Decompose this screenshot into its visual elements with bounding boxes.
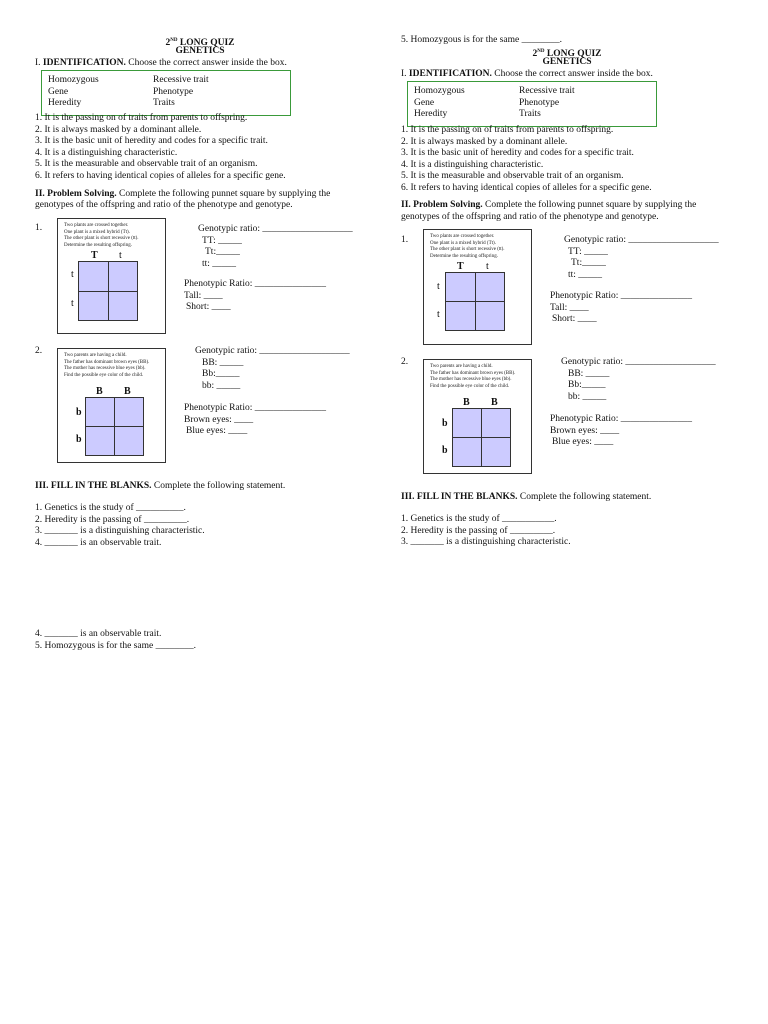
allele-side-2: b: [76, 434, 82, 445]
allele-side-1: t: [71, 269, 74, 280]
punnet-square: [452, 408, 511, 467]
problem-1-number: 1.: [35, 223, 43, 233]
section-fill-blanks-heading: III. FILL IN THE BLANKS. Complete the following statement.: [35, 481, 286, 491]
phenotypic-ratio-1: Phenotypic Ratio: _______________ Tall: ____ Short: ____: [184, 279, 326, 312]
genotypic-ratio-2: Genotypic ratio: ___________________ BB: _____ Bb:_____ bb: _____: [195, 346, 350, 391]
problem-2-number: 2.: [35, 346, 43, 356]
phenotypic-ratio-2: Phenotypic Ratio: _______________ Brown eyes: ____ Blue eyes: ____: [550, 414, 692, 447]
allele-top-1: T: [91, 250, 98, 261]
punnet-square: [78, 261, 138, 321]
genotypic-ratio-1: Genotypic ratio: ___________________ TT: _____ Tt:_____ tt: _____: [564, 235, 719, 280]
section-problem-heading: II. Problem Solving. Complete the following punnet square by supplying the: [401, 200, 697, 210]
identification-items: [35, 113, 286, 182]
list-item: 6. It refers to having identical copies of alleles for a specific gene.: [35, 170, 286, 181]
allele-top-2: t: [119, 250, 122, 261]
list-item: 5. Homozygous is for the same ________.: [35, 640, 196, 651]
list-item: 1. It is the passing on of traits from parents to offspring.: [35, 113, 248, 123]
word-bank-col2: Recessive trait Phenotype Traits: [519, 86, 575, 119]
list-item: 4. _______ is an observable trait.: [35, 537, 162, 548]
allele-top-2: B: [491, 397, 498, 408]
list-item: 4. It is a distinguishing characteristic.: [401, 159, 544, 170]
quiz-subtitle: GENETICS: [175, 46, 225, 56]
list-item: 6. It refers to having identical copies of alleles for a specific gene.: [401, 182, 652, 193]
identification-items: [401, 125, 652, 194]
quiz-subtitle: GENETICS: [542, 57, 592, 67]
problem-2-number: 2.: [401, 357, 409, 367]
allele-side-1: b: [442, 418, 448, 429]
list-item: 1. Genetics is the study of ___________.: [401, 514, 557, 524]
fill-blank-items: [35, 503, 205, 549]
allele-side-2: b: [442, 445, 448, 456]
allele-top-2: t: [486, 261, 489, 272]
list-item: 2. It is always masked by a dominant allele.: [35, 124, 202, 135]
word-bank-col2: Recessive trait Phenotype Traits: [153, 75, 209, 108]
problem-description: Two parents are having a child. The father has dominant brown eyes (BB). The mother has recessive blue eyes (bb). Find the possible eye color of the child.: [430, 364, 516, 389]
list-item: 3. _______ is a distinguishing characteristic.: [401, 537, 571, 547]
allele-top-2: B: [124, 386, 131, 397]
list-item: 5. It is the measurable and observable trait of an organism.: [35, 159, 258, 169]
problem-description: Two plants are crossed together. One plant is a mixed hybrid (Tt). The other plant is short recessive (tt). Determine the resulting offspring.: [64, 223, 139, 248]
punnet-square: [445, 272, 505, 331]
section-identification-heading: I. IDENTIFICATION. Choose the correct answer inside the box.: [35, 58, 287, 68]
allele-side-1: b: [76, 407, 82, 418]
fill-blank-items: [401, 514, 571, 549]
fill-blank-items-overflow: [35, 629, 196, 652]
list-item: 1. It is the passing on of traits from parents to offspring.: [401, 125, 614, 135]
list-item: 2. Heredity is the passing of _________.: [35, 514, 190, 525]
list-item: 2. It is always masked by a dominant allele.: [401, 136, 568, 147]
list-item: 3. It is the basic unit of heredity and codes for a specific trait.: [401, 148, 634, 158]
list-item: 1. Genetics is the study of __________.: [35, 503, 186, 513]
word-bank-col1: Homozygous Gene Heredity: [48, 75, 99, 108]
problem-1-number: 1.: [401, 235, 409, 245]
problem-description: Two parents are having a child. The father has dominant brown eyes (BB). The mother has recessive blue eyes (bb). Find the possible eye color of the child.: [64, 353, 150, 378]
section-fill-blanks-heading: III. FILL IN THE BLANKS. Complete the following statement.: [401, 492, 652, 502]
allele-side-2: t: [437, 309, 440, 320]
word-bank-col1: Homozygous Gene Heredity: [414, 86, 465, 119]
genotypic-ratio-2: Genotypic ratio: ___________________ BB: _____ Bb:_____ bb: _____: [561, 357, 716, 402]
list-item: 4. It is a distinguishing characteristic.: [35, 147, 178, 158]
section-identification-heading: I. IDENTIFICATION. Choose the correct answer inside the box.: [401, 69, 653, 79]
genotypic-ratio-1: Genotypic ratio: ___________________ TT: _____ Tt:_____ tt: _____: [198, 224, 353, 269]
allele-top-1: T: [457, 261, 464, 272]
list-item: 5. It is the measurable and observable trait of an organism.: [401, 171, 624, 181]
allele-top-1: B: [463, 397, 470, 408]
punnet-square: [85, 397, 144, 456]
list-item: 2. Heredity is the passing of _________.: [401, 525, 556, 536]
list-item: 3. It is the basic unit of heredity and codes for a specific trait.: [35, 136, 268, 146]
carryover-line: 5. Homozygous is for the same ________.: [401, 35, 562, 45]
quiz-title: 2ND LONG QUIZ: [532, 49, 602, 60]
phenotypic-ratio-2: Phenotypic Ratio: _______________ Brown eyes: ____ Blue eyes: ____: [184, 403, 326, 436]
list-item: 3. _______ is a distinguishing characteristic.: [35, 526, 205, 536]
section-problem-line2: genotypes of the offspring and ratio of the phenotype and genotype.: [401, 212, 659, 222]
phenotypic-ratio-1: Phenotypic Ratio: _______________ Tall: ____ Short: ____: [550, 291, 692, 324]
allele-top-1: B: [96, 386, 103, 397]
section-problem-heading: II. Problem Solving. Complete the following punnet square by supplying the: [35, 189, 331, 199]
allele-side-1: t: [437, 281, 440, 292]
quiz-title: 2ND LONG QUIZ: [165, 38, 235, 49]
list-item: 4. _______ is an observable trait.: [35, 629, 162, 639]
allele-side-2: t: [71, 298, 74, 309]
problem-description: Two plants are crossed together. One plant is a mixed hybrid (Tt). The other plant is short recessive (tt). Determine the resulting offspring.: [430, 234, 505, 259]
section-problem-line2: genotypes of the offspring and ratio of the phenotype and genotype.: [35, 200, 293, 210]
